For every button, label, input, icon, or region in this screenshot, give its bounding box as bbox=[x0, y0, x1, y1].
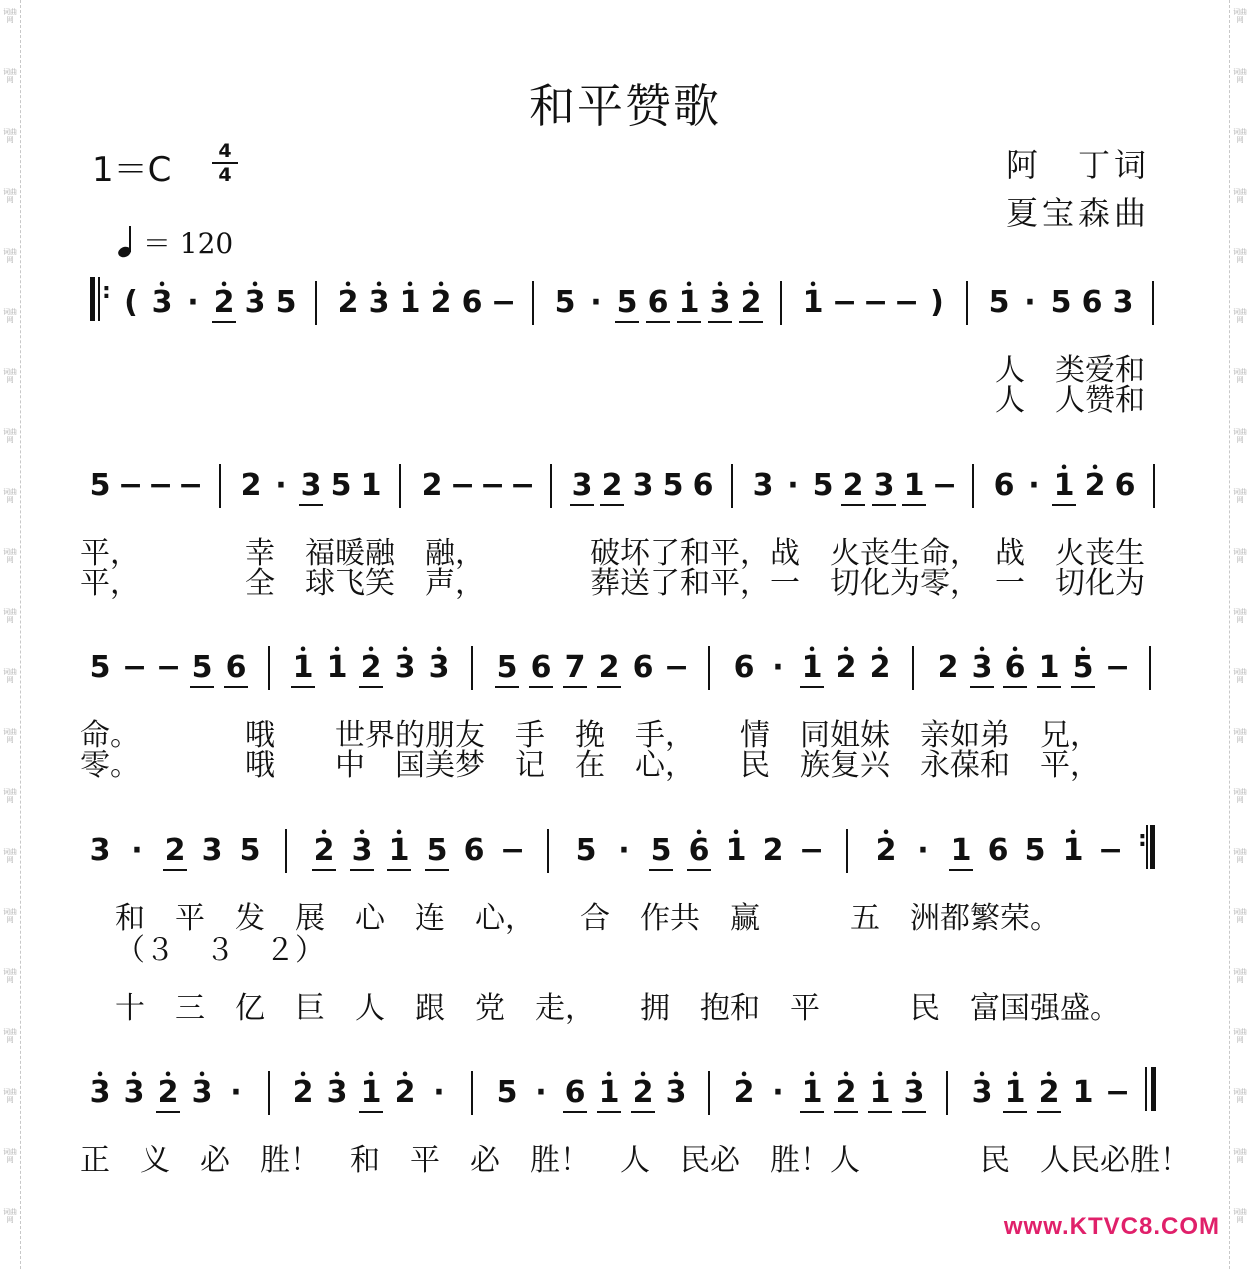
barline bbox=[399, 464, 401, 508]
song-title: 和平赞歌 bbox=[529, 79, 721, 133]
note: 6 bbox=[692, 468, 714, 503]
watermark-text: 词曲网 bbox=[1233, 788, 1247, 804]
note: 6 bbox=[646, 285, 670, 323]
barline bbox=[219, 464, 221, 508]
note: 6 bbox=[993, 468, 1015, 503]
barline bbox=[471, 646, 473, 690]
barline bbox=[1153, 464, 1155, 508]
notation-system bbox=[80, 827, 1180, 893]
watermark-text: 词曲网 bbox=[3, 848, 17, 864]
note: • 3 bbox=[393, 650, 417, 686]
note: 6 bbox=[529, 650, 553, 688]
note: • 2 bbox=[359, 650, 383, 688]
barline bbox=[731, 464, 733, 508]
note: • 3 bbox=[243, 285, 267, 321]
note: 6 bbox=[632, 650, 654, 685]
note: 3 bbox=[201, 833, 223, 868]
note: • 2 bbox=[336, 285, 360, 321]
notation-mark: − bbox=[118, 468, 144, 503]
note: • 3 bbox=[88, 1075, 112, 1111]
watermark-text: 词曲网 bbox=[1233, 848, 1247, 864]
barline bbox=[315, 281, 317, 325]
lyric-line: 零。 哦 中 国美梦 记 在 心， 民 族复兴 永葆和 平， bbox=[80, 748, 1100, 783]
barline bbox=[547, 829, 549, 873]
note: • 1 bbox=[724, 833, 748, 869]
notation-mark: − bbox=[480, 468, 506, 503]
note: 5 bbox=[239, 833, 261, 868]
note: 1 bbox=[1072, 1075, 1094, 1110]
note: • 3 bbox=[367, 285, 391, 321]
note: • 2 bbox=[291, 1075, 315, 1111]
note: 6 bbox=[563, 1075, 587, 1113]
note: • 1 bbox=[800, 1075, 824, 1113]
note: • 2 bbox=[874, 833, 898, 869]
watermark-text: 词曲网 bbox=[1233, 8, 1247, 24]
time-signature-bottom: 4 bbox=[218, 164, 232, 186]
barline bbox=[268, 646, 270, 690]
note: 2 bbox=[600, 468, 624, 506]
note: 3 bbox=[89, 833, 111, 868]
dot: · bbox=[618, 833, 630, 868]
watermark-text: 词曲网 bbox=[3, 608, 17, 624]
dot: · bbox=[275, 468, 287, 503]
note: • 1 bbox=[1052, 468, 1076, 506]
notation-mark: − bbox=[863, 285, 889, 320]
watermark-text: 词曲网 bbox=[1233, 308, 1247, 324]
note: 5 bbox=[425, 833, 449, 871]
watermark-text: 词曲网 bbox=[1233, 368, 1247, 384]
lyric-line: 正 义 必 胜！ 和 平 必 胜！ 人 民必 胜！人 民 人民必胜！ bbox=[80, 1143, 1190, 1178]
note: • 2 bbox=[631, 1075, 655, 1113]
site-logo: www.KTVC8.COM bbox=[1003, 1213, 1220, 1240]
note: • 2 bbox=[393, 1075, 417, 1111]
note: 2 bbox=[421, 468, 443, 503]
watermark-text: 词曲网 bbox=[3, 908, 17, 924]
notation-mark: − bbox=[178, 468, 204, 503]
note: 6 bbox=[463, 833, 485, 868]
note: • 1 bbox=[597, 1075, 621, 1113]
note: • 1 bbox=[325, 650, 349, 686]
note: • 3 bbox=[122, 1075, 146, 1111]
watermark-text: 词曲网 bbox=[1233, 428, 1247, 444]
watermark-text: 词曲网 bbox=[1233, 188, 1247, 204]
note: • 1 bbox=[1003, 1075, 1027, 1113]
barline bbox=[285, 829, 287, 873]
watermark-text: 词曲网 bbox=[1233, 1028, 1247, 1044]
notation-mark: ) bbox=[930, 285, 944, 320]
watermark-text: 词曲网 bbox=[3, 1088, 17, 1104]
notation-mark: − bbox=[148, 468, 174, 503]
notation-mark: − bbox=[832, 285, 858, 320]
note: • 1 bbox=[359, 1075, 383, 1113]
note: • 1 bbox=[291, 650, 315, 688]
watermark-text: 词曲网 bbox=[1233, 1088, 1247, 1104]
note: • 3 bbox=[190, 1075, 214, 1111]
barline bbox=[972, 464, 974, 508]
notation-mark: − bbox=[1098, 833, 1124, 868]
notation-system bbox=[80, 1075, 1180, 1135]
note: 5 bbox=[1050, 285, 1072, 320]
note: 5 bbox=[275, 285, 297, 320]
note: • 5 bbox=[1071, 650, 1095, 688]
right-watermark-strip bbox=[1229, 0, 1250, 1269]
notation-mark: − bbox=[664, 650, 690, 685]
watermark-text: 词曲网 bbox=[1233, 1148, 1247, 1164]
notation-mark: − bbox=[156, 650, 182, 685]
note: • 2 bbox=[212, 285, 236, 323]
note: • 1 bbox=[868, 1075, 892, 1113]
note: • 2 bbox=[834, 650, 858, 686]
note: 3 bbox=[752, 468, 774, 503]
watermark-text: 词曲网 bbox=[3, 1208, 17, 1224]
note: 3 bbox=[299, 468, 323, 506]
final-barline bbox=[1145, 1071, 1159, 1115]
note: 5 bbox=[575, 833, 597, 868]
left-watermark-strip bbox=[0, 0, 21, 1269]
note: 5 bbox=[1024, 833, 1046, 868]
time-signature-top: 4 bbox=[218, 140, 232, 162]
lyricist-credit: 阿 丁词 bbox=[1005, 146, 1150, 184]
dot: · bbox=[772, 650, 784, 685]
note: • 1 bbox=[387, 833, 411, 871]
dot: · bbox=[131, 833, 143, 868]
note: 5 bbox=[554, 285, 576, 320]
barline bbox=[966, 281, 968, 325]
watermark-text: 词曲网 bbox=[3, 68, 17, 84]
dot: · bbox=[590, 285, 602, 320]
note: 2 bbox=[762, 833, 784, 868]
note: 1 bbox=[360, 468, 382, 503]
note: 3 bbox=[570, 468, 594, 506]
notation-mark: − bbox=[122, 650, 148, 685]
note: 1 bbox=[1037, 650, 1061, 688]
note: • 1 bbox=[801, 285, 825, 321]
note: • 3 bbox=[325, 1075, 349, 1111]
notation-mark: − bbox=[450, 468, 476, 503]
barline bbox=[708, 1071, 710, 1115]
dot: · bbox=[1028, 468, 1040, 503]
notation-mark: − bbox=[894, 285, 920, 320]
note: 5 bbox=[812, 468, 834, 503]
barline bbox=[1149, 646, 1151, 690]
note: • 3 bbox=[902, 1075, 926, 1113]
note: 7 bbox=[563, 650, 587, 688]
tempo-marking bbox=[118, 222, 233, 262]
note: • 1 bbox=[677, 285, 701, 323]
notation-mark: − bbox=[510, 468, 536, 503]
notation-system bbox=[80, 279, 1180, 345]
watermark-text: 词曲网 bbox=[1233, 728, 1247, 744]
notation-mark: ( bbox=[124, 285, 138, 320]
note: • 3 bbox=[708, 285, 732, 323]
note: 2 bbox=[841, 468, 865, 506]
note: 6 bbox=[1081, 285, 1103, 320]
note: 1 bbox=[949, 833, 973, 871]
dot: · bbox=[917, 833, 929, 868]
barline bbox=[1152, 281, 1154, 325]
note: • 2 bbox=[732, 1075, 756, 1111]
note: 5 bbox=[89, 650, 111, 685]
note: 5 bbox=[649, 833, 673, 871]
watermark-text: 词曲网 bbox=[3, 728, 17, 744]
watermark-text: 词曲网 bbox=[3, 8, 17, 24]
watermark-text: 词曲网 bbox=[1233, 968, 1247, 984]
lyric-line: 十 三 亿 巨 人 跟 党 走， 拥 抱和 平 民 富国强盛。 bbox=[115, 991, 1120, 1026]
note: 1 bbox=[902, 468, 926, 506]
note: 2 bbox=[937, 650, 959, 685]
watermark-text: 词曲网 bbox=[3, 1028, 17, 1044]
note: • 2 bbox=[1037, 1075, 1061, 1113]
dot: · bbox=[230, 1075, 242, 1110]
notation-mark: − bbox=[799, 833, 825, 868]
note: • 1 bbox=[800, 650, 824, 688]
note: 5 bbox=[662, 468, 684, 503]
watermark-text: 词曲网 bbox=[3, 308, 17, 324]
watermark-text: 词曲网 bbox=[3, 968, 17, 984]
note: • 1 bbox=[1061, 833, 1085, 869]
watermark-text: 词曲网 bbox=[3, 668, 17, 684]
watermark-text: 词曲网 bbox=[1233, 1208, 1247, 1224]
tempo-value: ＝ 120 bbox=[142, 227, 234, 260]
notation-system bbox=[80, 468, 1180, 528]
note: • 6 bbox=[687, 833, 711, 871]
note: • 1 bbox=[398, 285, 422, 321]
note: 2 bbox=[597, 650, 621, 688]
notation-mark: − bbox=[500, 833, 526, 868]
watermark-text: 词曲网 bbox=[3, 1148, 17, 1164]
dot: · bbox=[772, 1075, 784, 1110]
barline bbox=[846, 829, 848, 873]
quarter-note-icon bbox=[118, 225, 134, 259]
key-signature: 1＝C bbox=[92, 150, 172, 190]
note: 3 bbox=[1112, 285, 1134, 320]
note: • 6 bbox=[1003, 650, 1027, 688]
notation-system bbox=[80, 650, 1180, 710]
dot: · bbox=[187, 285, 199, 320]
lyric-line: 人 人赞和 bbox=[995, 383, 1145, 418]
note: 5 bbox=[988, 285, 1010, 320]
notation-mark: − bbox=[932, 468, 958, 503]
note: 6 bbox=[1114, 468, 1136, 503]
note: • 2 bbox=[429, 285, 453, 321]
watermark-text: 词曲网 bbox=[1233, 608, 1247, 624]
watermark-text: 词曲网 bbox=[1233, 668, 1247, 684]
note: 5 bbox=[495, 650, 519, 688]
composer-credit: 夏宝森曲 bbox=[1005, 194, 1150, 232]
time-signature bbox=[212, 142, 238, 184]
note: 3 bbox=[872, 468, 896, 506]
note: • 3 bbox=[427, 650, 451, 686]
lyric-line: 人 类爱和 bbox=[995, 353, 1145, 388]
dot: · bbox=[535, 1075, 547, 1110]
note: • 3 bbox=[350, 833, 374, 871]
watermark-text: 词曲网 bbox=[3, 488, 17, 504]
note: 6 bbox=[987, 833, 1009, 868]
notation-mark: − bbox=[491, 285, 517, 320]
lyric-line: 平， 幸 福暖融 融， 破坏了和平，战 火丧生命， 战 火丧生 bbox=[80, 536, 1145, 571]
note: 2 bbox=[163, 833, 187, 871]
repeat-start: : bbox=[90, 281, 110, 325]
watermark-text: 词曲网 bbox=[1233, 128, 1247, 144]
watermark-text: 词曲网 bbox=[3, 368, 17, 384]
note: • 2 bbox=[1083, 468, 1107, 504]
watermark-text: 词曲网 bbox=[3, 248, 17, 264]
dot: · bbox=[787, 468, 799, 503]
watermark-text: 词曲网 bbox=[3, 128, 17, 144]
note: • 2 bbox=[739, 285, 763, 323]
dot: · bbox=[1024, 285, 1036, 320]
note: 2 bbox=[240, 468, 262, 503]
watermark-text: 词曲网 bbox=[3, 788, 17, 804]
note: • 3 bbox=[150, 285, 174, 321]
note: 6 bbox=[461, 285, 483, 320]
note: • 2 bbox=[868, 650, 892, 686]
dot: · bbox=[433, 1075, 445, 1110]
note: 6 bbox=[733, 650, 755, 685]
note: • 3 bbox=[970, 650, 994, 688]
notation-mark: − bbox=[1105, 1075, 1131, 1110]
watermark-text: 词曲网 bbox=[1233, 908, 1247, 924]
note: 5 bbox=[615, 285, 639, 323]
watermark-text: 词曲网 bbox=[3, 188, 17, 204]
watermark-text: 词曲网 bbox=[1233, 488, 1247, 504]
lyric-line: 和 平 发 展 心 连 心， 合 作共 赢 五 洲都繁荣。 bbox=[115, 901, 1060, 936]
note: 6 bbox=[224, 650, 248, 688]
barline bbox=[550, 464, 552, 508]
note: 5 bbox=[496, 1075, 518, 1110]
watermark-text: 词曲网 bbox=[1233, 248, 1247, 264]
notation-mark: − bbox=[1105, 650, 1131, 685]
note: • 3 bbox=[664, 1075, 688, 1111]
barline bbox=[780, 281, 782, 325]
note: • 3 bbox=[970, 1075, 994, 1111]
note: • 2 bbox=[156, 1075, 180, 1113]
barline bbox=[532, 281, 534, 325]
note: 5 bbox=[330, 468, 352, 503]
barline bbox=[708, 646, 710, 690]
watermark-text: 词曲网 bbox=[1233, 68, 1247, 84]
note: • 2 bbox=[834, 1075, 858, 1113]
lyric-line: （３ ３ ２） bbox=[115, 933, 325, 968]
note: 5 bbox=[190, 650, 214, 688]
watermark-text: 词曲网 bbox=[3, 548, 17, 564]
lyric-line: 平， 全 球飞笑 声， 葬送了和平，一 切化为零， 一 切化为 bbox=[80, 566, 1145, 601]
note: 3 bbox=[632, 468, 654, 503]
barline bbox=[912, 646, 914, 690]
lyric-line: 命。 哦 世界的朋友 手 挽 手， 情 同姐妹 亲如弟 兄， bbox=[80, 718, 1100, 753]
note: 5 bbox=[89, 468, 111, 503]
barline bbox=[946, 1071, 948, 1115]
watermark-text: 词曲网 bbox=[3, 428, 17, 444]
barline bbox=[471, 1071, 473, 1115]
barline bbox=[268, 1071, 270, 1115]
repeat-end: : bbox=[1138, 829, 1158, 873]
watermark-text: 词曲网 bbox=[1233, 548, 1247, 564]
note: • 2 bbox=[312, 833, 336, 871]
